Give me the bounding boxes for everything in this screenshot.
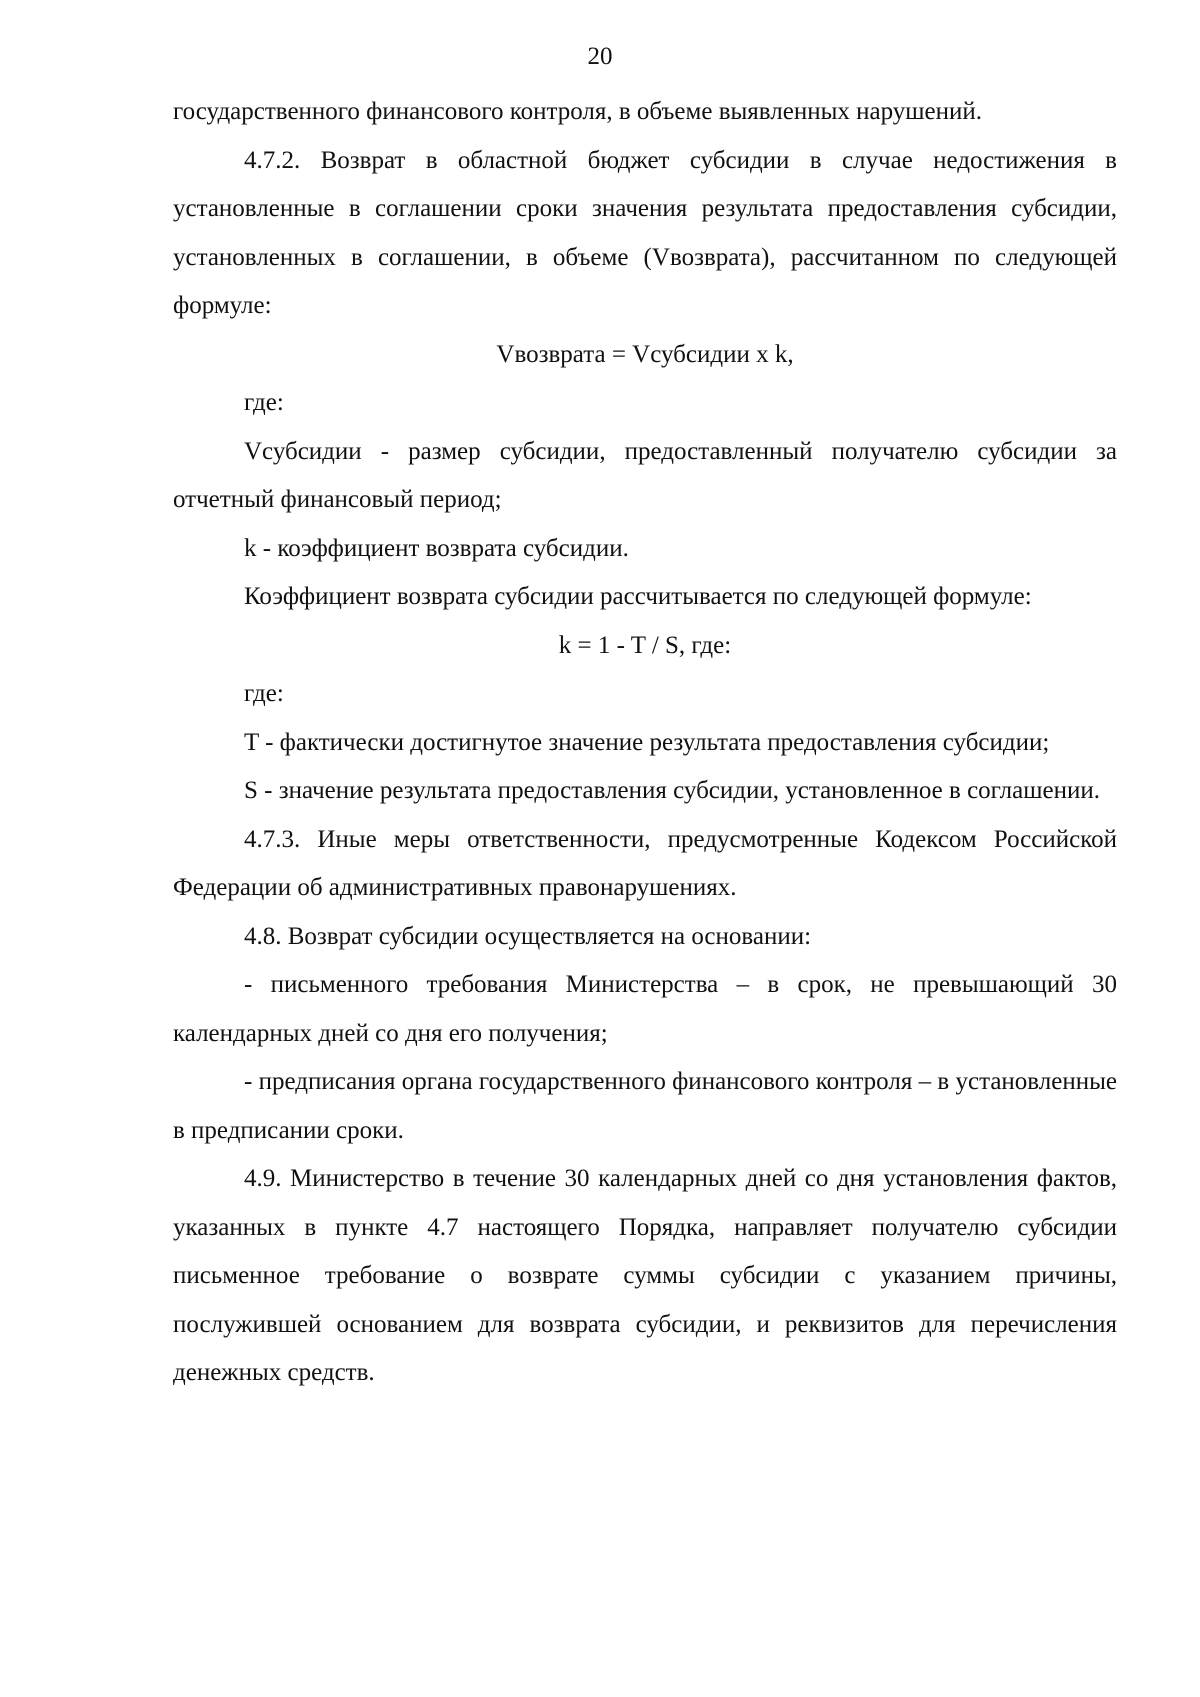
formula-return-volume: Vвозврата = Vсубсидии x k, [496, 340, 794, 368]
paragraph-v-subsidy-definition: Vсубсидии - размер субсидии, предоставленный получателю субсидии за отчетный финансовый период; [173, 437, 1117, 513]
paragraph-continuation: государственного финансового контроля, в объеме выявленных нарушений. [173, 98, 983, 125]
paragraph-4-9: 4.9. Министерство в течение 30 календарных дней со дня установления фактов, указанных в пункте 4.7 настоящего Порядка, направляет получателю субсидии письменное требование о возврате суммы субсидии с указанием причины, послужившей основанием для возврата субсидии, и реквизитов для перечисления денежных средств. [173, 1165, 1117, 1386]
formula-coefficient: k = 1 - T / S, где: [558, 631, 732, 659]
paragraph-4-7-3: 4.7.3. Иные меры ответственности, предусмотренные Кодексом Российской Федерации об административных правонарушениях. [173, 825, 1117, 901]
document-body [173, 88, 1117, 1398]
paragraph-4-8: 4.8. Возврат субсидии осуществляется на основании: [244, 922, 812, 950]
paragraph-where-2: где: [244, 680, 284, 707]
paragraph-4-8-item-1: - письменного требования Министерства – в срок, не превышающий 30 календарных дней со дня его получения; [173, 971, 1117, 1047]
paragraph-t-definition: T - фактически достигнутое значение результата предоставления субсидии; [244, 728, 1050, 756]
paragraph-4-8-item-2: - предписания органа государственного финансового контроля – в установленные в предписании сроки. [173, 1068, 1117, 1144]
paragraph-4-7-2: 4.7.2. Возврат в областной бюджет субсидии в случае недостижения в установленные в соглашении сроки значения результата предоставления субсидии, установленных в соглашении, в объеме (Vвозврата), рассчитанном по следующей формуле: [173, 146, 1117, 319]
paragraph-k-definition: k - коэффициент возврата субсидии. [244, 534, 629, 562]
page-number: 20 [587, 43, 613, 70]
paragraph-s-definition: S - значение результата предоставления субсидии, установленное в соглашении. [244, 777, 1100, 804]
paragraph-where-1: где: [244, 389, 284, 416]
paragraph-coefficient-intro: Коэффициент возврата субсидии рассчитывается по следующей формуле: [244, 583, 1032, 610]
